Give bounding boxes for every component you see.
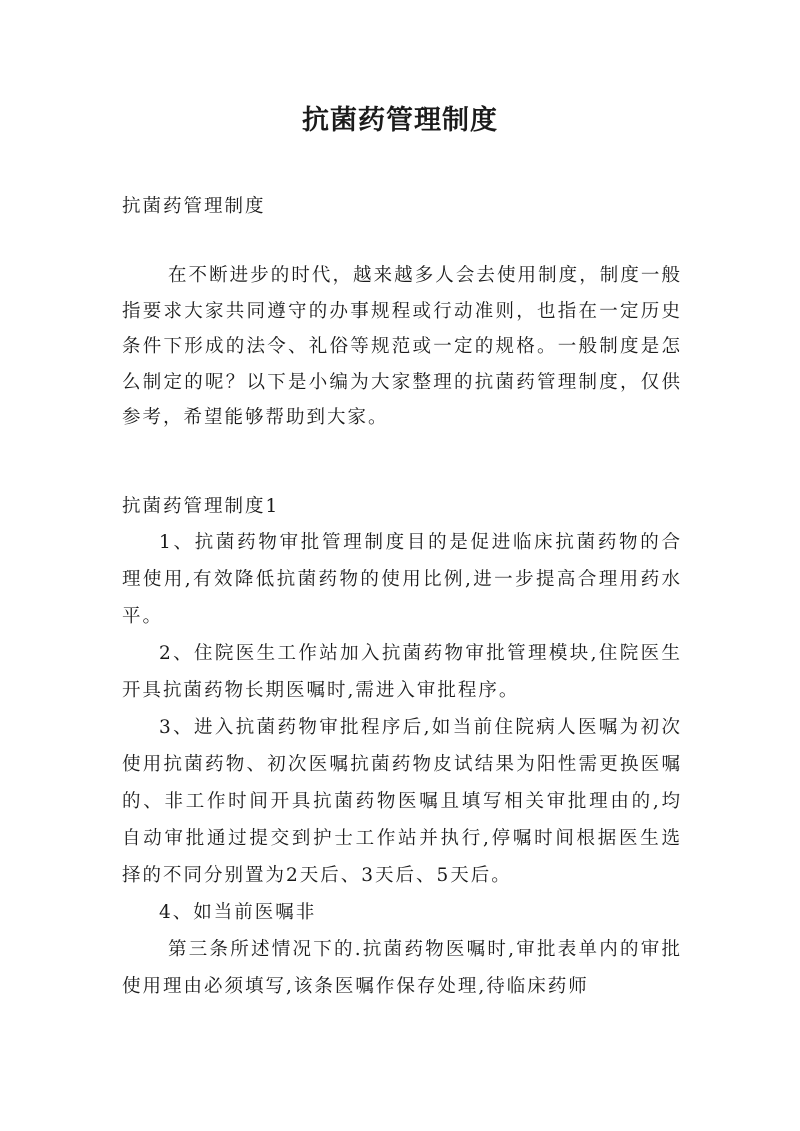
regulation-item-1: 1、抗菌药物审批管理制度目的是促进临床抗菌药物的合理使用,有效降低抗菌药物的使用比例,进一步提高合理用药水平。: [122, 532, 682, 627]
regulation-item-4: 4、如当前医嘱非: [159, 902, 317, 923]
regulation-item-2: 2、住院医生工作站加入抗菌药物审批管理模块,住院医生开具抗菌药物长期医嘱时,需进入审批程序。: [122, 643, 682, 701]
regulation-item-3: 3、进入抗菌药物审批程序后,如当前住院病人医嘱为初次使用抗菌药物、初次医嘱抗菌药物皮试结果为阳性需更换医嘱的、非工作时间开具抗菌药物医嘱且填写相关审批理由的,均自动审批通过提交到护士工作站并执行,停嘱时间根据医生选择的不同分别置为2天后、3天后、5天后。: [122, 717, 682, 886]
intro-paragraph: 在不断进步的时代，越来越多人会去使用制度，制度一般指要求大家共同遵守的办事规程或行动准则，也指在一定历史条件下形成的法令、礼俗等规范或一定的规格。一般制度是怎么制定的呢？以下是小编为大家整理的抗菌药管理制度，仅供参考，希望能够帮助到大家。: [122, 265, 682, 428]
document-title: 抗菌药管理制度: [302, 105, 498, 136]
section-heading: 抗菌药管理制度1: [122, 496, 280, 517]
document-subtitle: 抗菌药管理制度: [122, 196, 266, 217]
regulation-item-4-continued: 第三条所述情况下的.抗菌药物医嘱时,审批表单内的审批使用理由必须填写,该条医嘱作保存处理,待临床药师: [122, 939, 682, 997]
regulation-body: [122, 524, 682, 1005]
